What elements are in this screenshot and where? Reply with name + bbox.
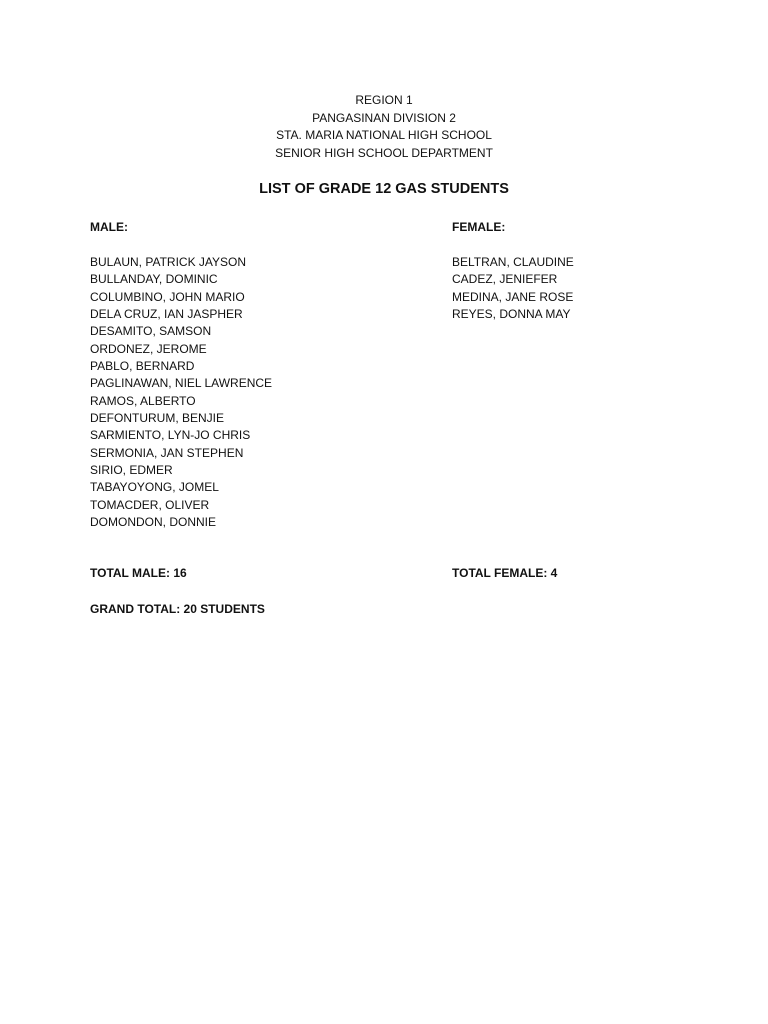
header-school: STA. MARIA NATIONAL HIGH SCHOOL [276, 128, 492, 142]
list-item: SIRIO, EDMER [90, 463, 173, 478]
list-item: MEDINA, JANE ROSE [452, 289, 574, 304]
list-item: DELA CRUZ, IAN JASPHER [90, 307, 243, 322]
female-heading: FEMALE: [452, 220, 506, 234]
list-item: PABLO, BERNARD [90, 359, 195, 374]
list-item: PAGLINAWAN, NIEL LAWRENCE [90, 376, 273, 391]
list-item: CADEZ, JENIEFER [452, 272, 558, 287]
header-division: PANGASINAN DIVISION 2 [312, 110, 456, 125]
list-item: BULLANDAY, DOMINIC [90, 272, 218, 287]
list-item: REYES, DONNA MAY [452, 307, 571, 322]
grand-total: GRAND TOTAL: 20 STUDENTS [90, 602, 265, 616]
list-item: ORDONEZ, JEROME [90, 341, 207, 356]
list-item: SERMONIA, JAN STEPHEN [90, 445, 244, 460]
document-title: LIST OF GRADE 12 GAS STUDENTS [259, 181, 509, 197]
list-item: DOMONDON, DONNIE [90, 515, 216, 530]
header-region: REGION 1 [355, 93, 413, 107]
total-male: TOTAL MALE: 16 [90, 566, 187, 580]
male-heading: MALE: [90, 220, 128, 234]
header-department: SENIOR HIGH SCHOOL DEPARTMENT [275, 145, 493, 160]
list-item: DESAMITO, SAMSON [90, 324, 212, 339]
list-item: DEFONTURUM, BENJIE [90, 411, 225, 426]
list-item: TABAYOYONG, JOMEL [90, 480, 219, 495]
list-item: COLUMBINO, JOHN MARIO [90, 289, 245, 304]
list-item: RAMOS, ALBERTO [90, 393, 196, 408]
total-female: TOTAL FEMALE: 4 [452, 566, 558, 580]
list-item: BULAUN, PATRICK JAYSON [90, 255, 247, 269]
list-item: TOMACDER, OLIVER [90, 497, 210, 512]
list-item: BELTRAN, CLAUDINE [452, 255, 574, 269]
list-item: SARMIENTO, LYN-JO CHRIS [90, 428, 251, 443]
male-name-list [90, 254, 272, 532]
document-header [0, 92, 768, 162]
female-name-list [452, 254, 574, 323]
